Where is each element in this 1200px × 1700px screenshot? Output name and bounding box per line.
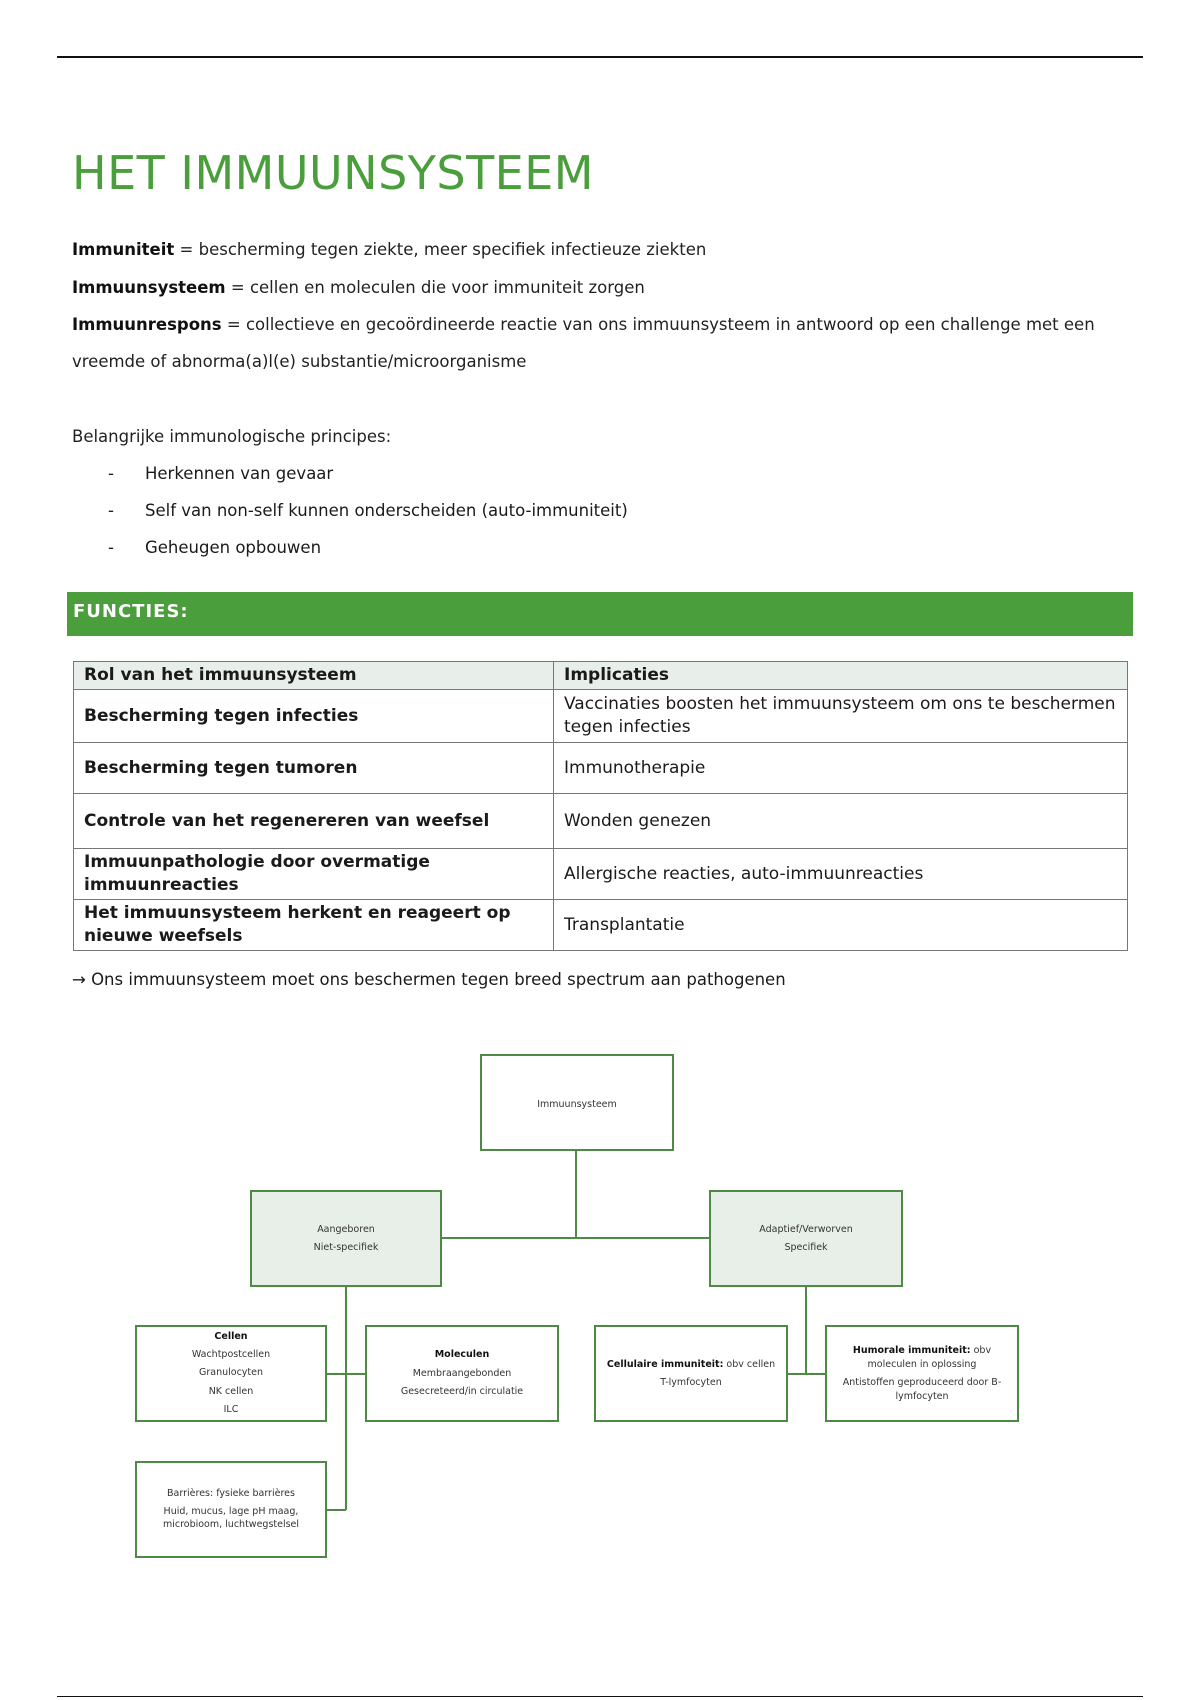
definition-term: Immuniteit [72, 240, 175, 259]
node-adaptive [710, 1191, 902, 1286]
node-humoral-line: moleculen in oplossing [867, 1359, 977, 1370]
node-cellular [595, 1326, 787, 1421]
table-cell-rol: Bescherming tegen infecties [74, 690, 554, 743]
definition-term: Immuunsysteem [72, 278, 226, 297]
immune-system-diagram [0, 1040, 1200, 1580]
table-cell-impl: Allergische reacties, auto-immuunreacties [554, 849, 1128, 900]
definition-text: = cellen en moleculen die voor immuniteit zorgen [225, 278, 645, 297]
node-cellular-item: T-lymfocyten [660, 1377, 722, 1388]
definition-immuunrespons [72, 315, 1095, 334]
node-humoral-title-line [853, 1345, 992, 1356]
page-title: HET IMMUUNSYSTEEM [72, 146, 594, 200]
node-humoral-line: lymfocyten [895, 1391, 949, 1402]
node-cellular-title: Cellulaire immuniteit: [606, 1359, 724, 1370]
principles-intro: Belangrijke immunologische principes: [72, 427, 392, 446]
principle-item: Geheugen opbouwen [145, 538, 322, 557]
node-molecules-title: Moleculen [434, 1349, 490, 1360]
table-cell-impl: Vaccinaties boosten het immuunsysteem om ons te beschermen tegen infecties [554, 690, 1128, 743]
definition-immuniteit [72, 240, 706, 259]
arrow-right-icon: → [72, 970, 86, 989]
node-humoral-line: Antistoffen geproduceerd door B- [842, 1377, 1002, 1388]
table-cell-impl: Transplantatie [554, 900, 1128, 951]
table-row [74, 690, 1128, 743]
section-heading: FUNCTIES: [73, 601, 189, 622]
node-cellular-title-rest: obv cellen [723, 1359, 776, 1370]
node-cells-item: ILC [223, 1404, 239, 1415]
table-cell-impl: Immunotherapie [554, 743, 1128, 794]
node-adaptive-line1: Adaptief/Verworven [759, 1224, 853, 1235]
node-humoral-title-rest: obv [970, 1345, 992, 1356]
definition-continuation: vreemde of abnorma(a)l(e) substantie/microorganisme [72, 352, 527, 371]
node-barriers-title: Barrières: fysieke barrières [167, 1488, 295, 1499]
node-cells-item: Granulocyten [198, 1367, 264, 1378]
node-innate-line2: Niet-specifiek [313, 1242, 379, 1253]
node-humoral [826, 1326, 1018, 1421]
node-barriers-item: microbioom, luchtwegstelsel [162, 1519, 300, 1530]
node-barriers [136, 1462, 326, 1557]
bullet-marker: - [108, 538, 114, 557]
node-humoral-title: Humorale immuniteit: [852, 1345, 971, 1356]
bullet-marker: - [108, 464, 114, 483]
node-molecules-item: Gesecreteerd/in circulatie [400, 1386, 524, 1397]
table-cell-rol: Bescherming tegen tumoren [74, 743, 554, 794]
node-cells-title: Cellen [214, 1331, 248, 1342]
bottom-rule [57, 1696, 1143, 1697]
table-row [74, 849, 1128, 900]
functions-table [73, 661, 1128, 951]
node-adaptive-line2: Specifiek [784, 1242, 828, 1253]
node-molecules [366, 1326, 558, 1421]
node-barriers-item: Huid, mucus, lage pH maag, [163, 1506, 299, 1517]
principle-item: Self van non-self kunnen onderscheiden (auto-immuniteit) [145, 501, 628, 520]
top-rule [57, 56, 1143, 58]
node-molecules-item: Membraangebonden [412, 1368, 512, 1379]
table-header-row [74, 662, 1128, 690]
table-header: Rol van het immuunsysteem [74, 662, 554, 690]
principle-item: Herkennen van gevaar [145, 464, 334, 483]
node-innate [251, 1191, 441, 1286]
definition-term: Immuunrespons [72, 315, 222, 334]
definition-text: = bescherming tegen ziekte, meer specifiek infectieuze ziekten [174, 240, 707, 259]
table-row [74, 900, 1128, 951]
section-heading-bar [67, 592, 1133, 636]
node-innate-line1: Aangeboren [317, 1224, 375, 1235]
table-row [74, 794, 1128, 849]
node-root-label: Immuunsysteem [537, 1099, 617, 1110]
node-cells-item: NK cellen [208, 1386, 254, 1397]
conclusion-text: Ons immuunsysteem moet ons beschermen tegen breed spectrum aan pathogenen [85, 970, 786, 989]
node-cells [136, 1326, 326, 1421]
node-cellular-title-line [607, 1359, 775, 1370]
table-header: Implicaties [554, 662, 1128, 690]
table-cell-rol: Controle van het regenereren van weefsel [74, 794, 554, 849]
table-cell-impl: Wonden genezen [554, 794, 1128, 849]
definition-immuunsysteem [72, 278, 645, 297]
table-cell-rol: Immuunpathologie door overmatige immuunreacties [74, 849, 554, 900]
node-cells-item: Wachtpostcellen [191, 1349, 271, 1360]
conclusion [72, 970, 786, 989]
table-row [74, 743, 1128, 794]
node-root [481, 1055, 673, 1150]
bullet-marker: - [108, 501, 114, 520]
definition-text: = collectieve en gecoördineerde reactie van ons immuunsysteem in antwoord op een challenge met een [221, 315, 1095, 334]
table-cell-rol: Het immuunsysteem herkent en reageert op nieuwe weefsels [74, 900, 554, 951]
